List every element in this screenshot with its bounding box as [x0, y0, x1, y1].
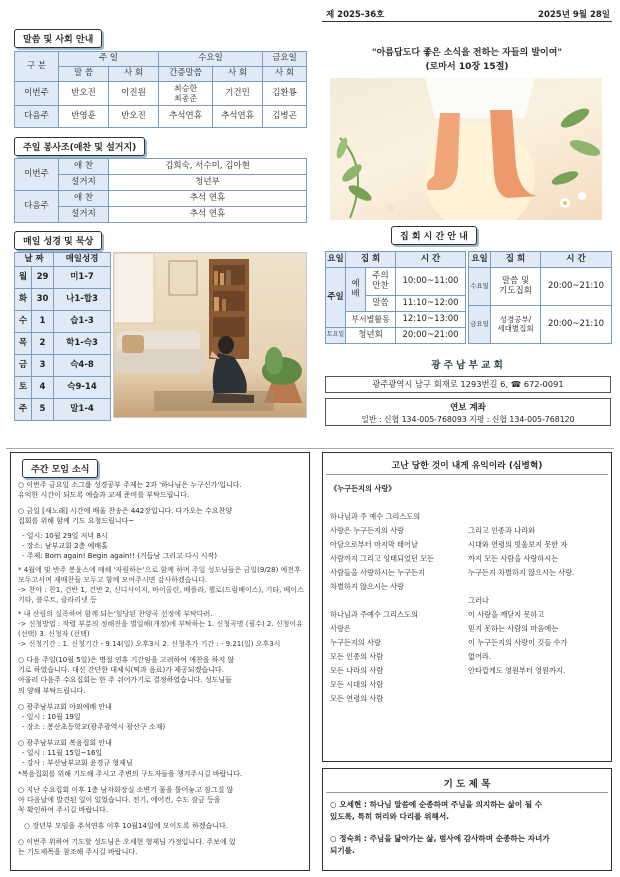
meditation-subtitle: 《누구든지의 사랑》: [330, 484, 396, 493]
reading-day: 화: [15, 289, 32, 311]
section-title-service-roles: 말씀 및 사회 안내: [14, 29, 102, 48]
notice-detail: *복음집회를 위해 기도해 주시고 주변의 구도자들을 챙겨주시길 바랍니다.: [18, 769, 243, 778]
volunteers-table: [14, 158, 307, 223]
sub-sermon: 말 씀: [59, 67, 109, 82]
cell: 김환룡: [263, 82, 307, 106]
aechan-label: 애 찬: [59, 191, 109, 207]
issue-header: [322, 7, 612, 22]
prayer-title: 기 도 제 목: [443, 779, 491, 790]
next-aechan: 추석 연휴: [109, 191, 307, 207]
sched-youth: 청년회: [346, 328, 396, 344]
reading-date-header: 날 짜: [15, 253, 54, 267]
reading-table: [14, 252, 111, 421]
notice-fineprint: -> 찬야 : 찬1, 건반 1, 건반 2, 신디사이저, 바이올린, 베플라, 첼로(드럼베이스), 기타, 베이스 기타, 플루트, 클라리넷 등: [18, 586, 304, 605]
sched-saturday: 토요일: [326, 328, 346, 344]
this-week-label: 이번주: [15, 159, 59, 191]
section-title-reading: 매일 성경 및 묵상: [14, 231, 102, 250]
reading-passage: 학1-슥3: [54, 333, 111, 355]
sched-sermon: 말씀: [366, 296, 396, 312]
cell: 반오진: [59, 82, 109, 106]
notice-fineprint: * 4월에 및 반주 봉윤스에 매해 '자원하는'으로 함께 하며 주일 성도님들은 금일(9/28) 예전후 모두고서며 재배찬들 모두고 함께 모여주시면 감사하겠습니다.: [18, 565, 301, 585]
notice-detail: - 장소 : 봉산초등학교(광주광역시 광산구 소재): [22, 722, 166, 731]
section-title-schedule: 집 회 시 간 안 내: [391, 226, 477, 245]
notices-list: [18, 480, 306, 858]
wednesday-header: 수요일: [159, 52, 263, 67]
notice-detail: - 일시: 10월 29일 저녁 8시: [22, 531, 108, 540]
offering-title: 연보 계좌: [450, 403, 486, 413]
section-title-volunteers: 주일 봉사조(애찬 및 설거지): [14, 137, 145, 156]
weekday-schedule-table: [468, 251, 612, 344]
verse-text: "아름답도다 좋은 소식을 전하는 자들의 발이여": [371, 48, 563, 58]
notice-item: ○ 장년부 모임을 추석연휴 이후 10월14일에 모이도록 하겠습니다.: [24, 822, 229, 831]
church-name: 광 주 남 부 교 회: [431, 360, 503, 371]
reading-passage: 말1-4: [54, 399, 111, 421]
next-dish: 추석 연휴: [109, 207, 307, 223]
sched-fri-meeting: 성경공부/ 세대별집회: [491, 306, 541, 344]
issue-date: 2025년 9월 28일: [538, 10, 610, 20]
verse-reference: (로마서 10장 15절): [425, 62, 509, 72]
cell: 반영훈: [59, 106, 109, 128]
this-dish: 청년부: [109, 175, 307, 191]
col-group: 구 분: [15, 52, 59, 82]
aechan-label: 애 찬: [59, 159, 109, 175]
notice-item: ○ 이번주 금요일 소그룹 성경공부 주제는 2과 '하나님은 누구신가'입니다. 유익한 시간이 되도록 예습과 교제 준비를 부탁드립니다.: [18, 481, 242, 500]
prayer-item: ○ 정숙희 : 주님을 닮아가는 삶, 범사에 감사하며 순종하는 자녀가 되기를.: [330, 834, 550, 855]
reading-day: 수: [15, 311, 32, 333]
divider: [6, 448, 614, 449]
sched-day-header: 요일: [326, 252, 346, 268]
offering-accounts: 일반 : 신협 134-005-768093 지평 : 신협 134-005-768120: [361, 415, 575, 424]
sched-day-header: 요일: [469, 252, 491, 268]
dish-label: 설거지: [59, 175, 109, 191]
reading-num: 1: [32, 311, 54, 333]
reading-passage: 습1-3: [54, 311, 111, 333]
cell: 이진원: [109, 82, 159, 106]
reading-num: 30: [32, 289, 54, 311]
notice-item: ○ 다음 주일(10월 5일)은 명절 연휴 기간임을 고려하여 애찬을 하지 않 기로 하였습니다. 대신 간단한 대체식(떡과 음료)가 제공되겠습니다. 아울러 다음주 수요집회는 한 주 쉬어가기로 결정하였습니다. 성도님들 의 양해 부탁드립니다.: [18, 656, 235, 695]
reading-day: 주: [15, 399, 32, 421]
sched-time-header: 시 간: [396, 252, 466, 268]
sched-wed-meeting: 말씀 및 기도집회: [491, 268, 541, 306]
notice-item: ○ 지난 수요집회 이후 1층 남자화장실 소변기 물을 틀어놓고 잠그질 않 아 다음날에 발견된 일이 있었습니다. 전기, 에어컨, 수도 잠금 등을 꼭 확인하여 주시길 바랍니다.: [18, 785, 234, 814]
notice-detail: - 주제: Born again! Begin again!! (거듭남 그리고 다시 시작): [22, 551, 217, 560]
sched-main-time: 10:00~11:00: [396, 268, 466, 296]
praying-illustration: [113, 252, 307, 418]
notice-detail: - 일시 : 11월 15일~16일: [22, 749, 103, 758]
sched-time-header: 시 간: [541, 252, 612, 268]
this-aechan: 김희숙, 서수미, 김아현: [109, 159, 307, 175]
reading-passage: 나1-합3: [54, 289, 111, 311]
service-roles-table: [14, 51, 307, 128]
sched-fri-time: 20:00~21:10: [541, 306, 612, 344]
reading-day: 월: [15, 267, 32, 289]
reading-num: 4: [32, 377, 54, 399]
reading-passage: 슥9-14: [54, 377, 111, 399]
reading-passage: 슥4-8: [54, 355, 111, 377]
cell: 추석연휴: [213, 106, 263, 128]
reading-num: 3: [32, 355, 54, 377]
sched-worship: 예 배: [346, 268, 366, 312]
sched-sunday: 주일: [326, 268, 346, 328]
sched-meeting-header: 집 회: [346, 252, 396, 268]
sched-youth-time: 20:00~21:00: [396, 328, 466, 344]
notice-item: ○ 이번주 위하여 기도할 성도님은 오세현 형제님 가정입니다. 주보에 있 는 기도제목을 참조해 주시길 바랍니다.: [18, 838, 236, 857]
sched-main: 주의 만찬: [366, 268, 396, 296]
church-address: 광주광역시 남구 회재로 1293번길 6, ☎ 672-0091: [325, 376, 611, 393]
cell: 기건민: [213, 82, 263, 106]
sched-meeting-header: 집 회: [491, 252, 541, 268]
sched-wednesday: 수요일: [469, 268, 491, 306]
sched-sermon-time: 11:10~12:00: [396, 296, 466, 312]
sched-wed-time: 20:00~21:10: [541, 268, 612, 306]
cell: 최승한 최종준: [159, 82, 213, 106]
sub-host: 사 회: [109, 67, 159, 82]
reading-num: 2: [32, 333, 54, 355]
dish-label: 설거지: [59, 207, 109, 223]
cell: 김병곤: [263, 106, 307, 128]
notice-item: ○ 광주남부교회 야외예배 안내: [18, 702, 112, 711]
meditation-rule: [326, 474, 608, 475]
notice-fineprint: -> 신청기간 : 1. 신청기간 - 9.14(일) 오후3시 2. 신청추가 기간 : - 9.21(일) 오후3시: [18, 639, 281, 648]
notice-fineprint: * 내 산림의 실족하여 함께 되는'힐당된 찬양곡 선정에 부탁다려.: [18, 609, 213, 618]
feet-illustration: [330, 78, 602, 220]
sunday-header: 주 일: [59, 52, 159, 67]
cell: 반오진: [109, 106, 159, 128]
notice-detail: - 강사 : 부산남부교회 윤경규 형제님: [22, 759, 133, 768]
cell: 추석연휴: [159, 106, 213, 128]
sched-dept: 부서별활동: [346, 312, 396, 328]
sched-dept-time: 12:10~13:00: [396, 312, 466, 328]
section-title-notices: 주간 모임 소식: [22, 459, 98, 478]
issue-number: 제 2025-36호: [326, 10, 385, 20]
next-week-label: 다음주: [15, 191, 59, 223]
sunday-schedule-table: [325, 251, 466, 344]
prayer-item: ○ 오세현 : 하나님 말씀에 순종하며 주님을 의지하는 삶이 될 수 있도록, 특히 허리와 다리를 위해서.: [330, 800, 543, 821]
sub-interim: 간증말씀: [159, 67, 213, 82]
notice-item: ○ 금일 [새노래] 시간에 배울 찬송은 442장입니다. 다가오는 수요찬양 집회를 위해 함께 기도 요청드립니다~: [18, 507, 233, 526]
notice-detail: - 장소: 남부교회 2층 예배홀: [22, 541, 108, 550]
reading-text-header: 매일성경: [54, 253, 111, 267]
offering-account-box: [325, 398, 611, 426]
sub-host2: 사 회: [213, 67, 263, 82]
sched-friday: 금요일: [469, 306, 491, 344]
reading-num: 5: [32, 399, 54, 421]
reading-passage: 미1-7: [54, 267, 111, 289]
friday-header: 금요일: [263, 52, 307, 67]
row-label: 다음주: [15, 106, 59, 128]
notice-fineprint: -> 신청방법 : 작렬 부분의 정해진을 별일해(개정)에 부탁하는 1. 신청곡명 (필수) 2. 신청이유 (선택) 3. 신청자 (선택): [18, 619, 303, 638]
meditation-title: 고난 당한 것이 내게 유익이라 (심병혁): [391, 461, 543, 471]
meditation-right-stanza: 그리고 인종과 나라와 시대와 연령의 빗울보지 못한 자 까지 모든 사람을 사랑하시는 누구든지 차별하지 않으시는 사랑. 그러나 이 사랑을 깨닫지 못하고 믿지 못하는 사람의 마음에는 이 누구든지의 사랑이 깃들 수가 없어라. 안타깝게도 영원부터 영원까지.: [468, 526, 575, 676]
sub-host3: 사 회: [263, 67, 307, 82]
reading-day: 목: [15, 333, 32, 355]
prayer-rule: [326, 792, 608, 793]
reading-num: 29: [32, 267, 54, 289]
reading-day: 금: [15, 355, 32, 377]
reading-day: 토: [15, 377, 32, 399]
notice-item: ○ 광주남부교회 복음집회 안내: [18, 739, 112, 748]
notice-detail: - 일시 : 10월 19일: [22, 712, 81, 721]
meditation-left-stanza: 하나님과 주 예수 그리스도의 사랑은 누구든지의 사랑 아담으로부터 마지막 태어날 사람까지 그리고 잉태되었던 모든 사람들을 사랑하시는 누구든지 차별하지 않으시는 사랑 하나님과 주예수 그리스도의 사랑은 누구든지의 사랑 모든 인종의 사람 모든 나라의 사람 모든 시대의 사람 모든 연령의 사람: [330, 512, 435, 704]
row-label: 이번주: [15, 82, 59, 106]
